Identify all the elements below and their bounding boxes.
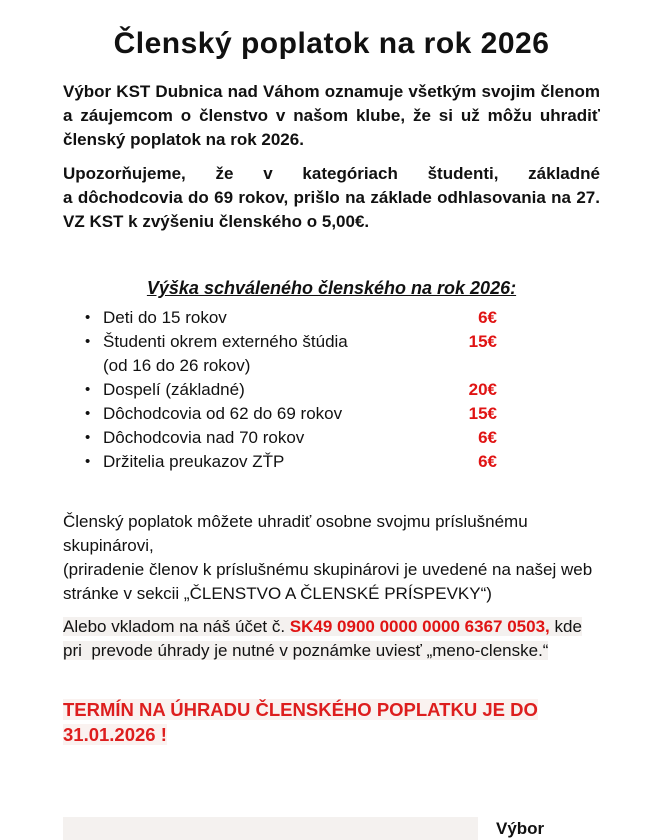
payment-paragraph bbox=[63, 510, 600, 606]
account-prefix-text: Alebo vkladom na náš účet č. bbox=[63, 617, 290, 636]
bullet-icon: • bbox=[85, 429, 91, 446]
fee-price: 15€ bbox=[468, 404, 497, 423]
fee-price: 15€ bbox=[468, 332, 497, 351]
bullet-icon: • bbox=[85, 333, 91, 350]
list-item bbox=[63, 330, 600, 378]
footer bbox=[63, 817, 600, 840]
bullet-icon: • bbox=[85, 381, 91, 398]
list-item bbox=[63, 402, 600, 426]
footer-highlight-bar bbox=[63, 817, 478, 840]
signature: Výbor bbox=[496, 818, 545, 838]
intro-paragraph-2 bbox=[63, 162, 600, 234]
fee-price: 6€ bbox=[478, 428, 497, 447]
fee-label: Dôchodcovia od 62 do 69 rokov bbox=[103, 404, 343, 423]
list-item bbox=[63, 378, 600, 402]
fees-heading: Výška schváleného členského na rok 2026: bbox=[146, 278, 517, 298]
deadline-warning bbox=[63, 697, 600, 747]
intro-p1-line-3: členský poplatok na rok 2026. bbox=[63, 130, 304, 149]
payment-p1-line-2: (priradenie členov k príslušnému skupinárovi je uvedené na našej web bbox=[63, 560, 593, 579]
intro-p2-line-2: a dôchodcovia do 69 rokov, prišlo na základe odhlasovania na 27. bbox=[63, 188, 600, 207]
payment-note-text: pri prevode úhrady je nutné v poznámke uviesť „meno-clenske.“ bbox=[63, 641, 549, 660]
payment-p1-line-3: stránke v sekcii „ČLENSTVO A ČLENSKÉ PRÍSPEVKY“) bbox=[63, 584, 492, 603]
fees-list bbox=[63, 306, 600, 474]
fee-label: Dôchodcovia nad 70 rokov bbox=[103, 428, 305, 447]
fee-label: Dospelí (základné) bbox=[103, 380, 245, 399]
list-item bbox=[63, 450, 600, 474]
bullet-icon: • bbox=[85, 309, 91, 326]
fee-price: 6€ bbox=[478, 308, 497, 327]
intro-p2-line-1: Upozorňujeme, že v kategóriach študenti, základné bbox=[63, 164, 600, 183]
account-suffix-text: kde bbox=[549, 617, 582, 636]
list-item bbox=[63, 306, 600, 330]
intro-p1-line-2: a záujemcom o členstvo v našom klube, že si už môžu uhradiť bbox=[63, 106, 600, 125]
fee-label bbox=[103, 330, 445, 378]
fee-label: Držitelia preukazov ZŤP bbox=[103, 452, 285, 471]
bank-account-line-2 bbox=[63, 639, 600, 663]
fee-label-line-1: Študenti okrem externého štúdia bbox=[103, 332, 348, 351]
bullet-icon: • bbox=[85, 405, 91, 422]
fee-price: 6€ bbox=[478, 452, 497, 471]
intro-paragraph-1 bbox=[63, 80, 600, 152]
fee-price: 20€ bbox=[468, 380, 497, 399]
bullet-icon: • bbox=[85, 453, 91, 470]
deadline-text: TERMÍN NA ÚHRADU ČLENSKÉHO POPLATKU JE DO 31.01.2026 ! bbox=[63, 699, 538, 745]
bank-account-paragraph bbox=[63, 615, 600, 663]
account-number: SK49 0900 0000 0000 6367 0503, bbox=[289, 617, 550, 636]
payment-p1-line-1: Členský poplatok môžete uhradiť osobne svojmu príslušnému skupinárovi, bbox=[63, 512, 528, 555]
intro-p1-line-1: Výbor KST Dubnica nad Váhom oznamuje všetkým svojim členom bbox=[63, 82, 600, 101]
fee-label: Deti do 15 rokov bbox=[103, 308, 227, 327]
page-title: Členský poplatok na rok 2026 bbox=[113, 27, 550, 60]
list-item bbox=[63, 426, 600, 450]
bank-account-line-1 bbox=[63, 615, 600, 639]
intro-p2-line-3: VZ KST k zvýšeniu členského o 5,00€. bbox=[63, 212, 370, 231]
fee-label-line-2: (od 16 do 26 rokov) bbox=[103, 356, 251, 375]
